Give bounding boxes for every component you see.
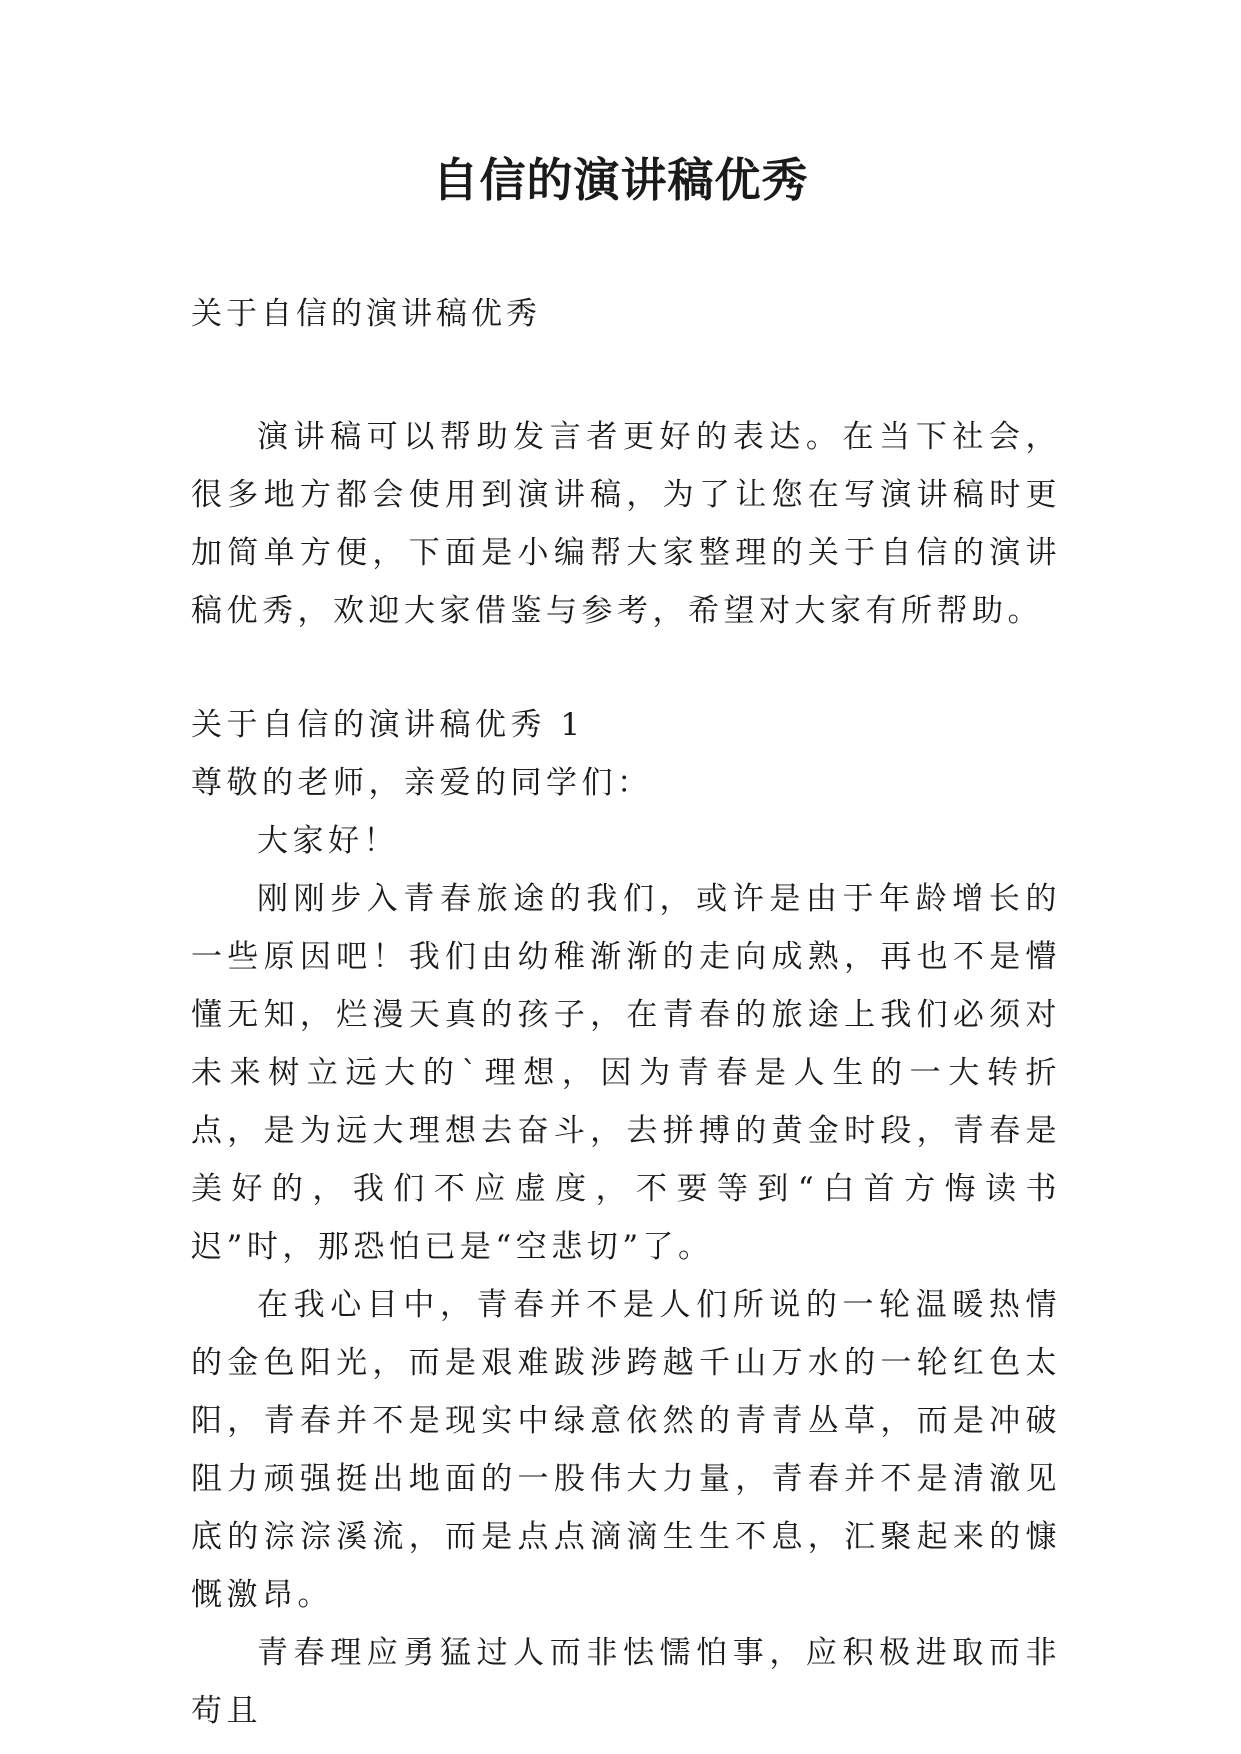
body-paragraph: 刚刚步入青春旅途的我们，或许是由于年龄增长的一些原因吧！我们由幼稚渐渐的走向成熟，再也不是懵懂无知，烂漫天真的孩子，在青春的旅途上我们必须对未来树立远大的`理想，因为青春是人生的一大转折点，是为远大理想去奋斗，去拼搏的黄金时段，青春是美好的，我们不应虚度，不要等到“白首方悔读书迟”时，那恐怕已是“空悲切”了。 <box>191 881 1061 1265</box>
intro-paragraph: 演讲稿可以帮助发言者更好的表达。在当下社会，很多地方都会使用到演讲稿，为了让您在写演讲稿时更加简单方便，下面是小编帮大家整理的关于自信的演讲稿优秀，欢迎大家借鉴与参考，希望对大家有所帮助。 <box>191 419 1061 629</box>
document-subtitle: 关于自信的演讲稿优秀 <box>191 296 541 332</box>
body-paragraph: 青春理应勇猛过人而非怯懦怕事，应积极进取而非苟且 <box>191 1635 1061 1729</box>
document-body <box>191 408 1061 1740</box>
document-title: 自信的演讲稿优秀 <box>432 153 809 207</box>
body-paragraph: 在我心目中，青春并不是人们所说的一轮温暖热情的金色阳光，而是艰难跋涉跨越千山万水的一轮红色太阳，青春并不是现实中绿意依然的青青丛草，而是冲破阻力顽强挺出地面的一股伟大力量，青春并不是清澈见底的淙淙溪流，而是点点滴滴生生不息，汇聚起来的慷慨激昂。 <box>191 1287 1061 1613</box>
section-heading: 关于自信的演讲稿优秀 1 <box>191 707 585 743</box>
salutation: 尊敬的老师，亲爱的同学们： <box>191 765 653 801</box>
greeting: 大家好！ <box>257 823 399 859</box>
